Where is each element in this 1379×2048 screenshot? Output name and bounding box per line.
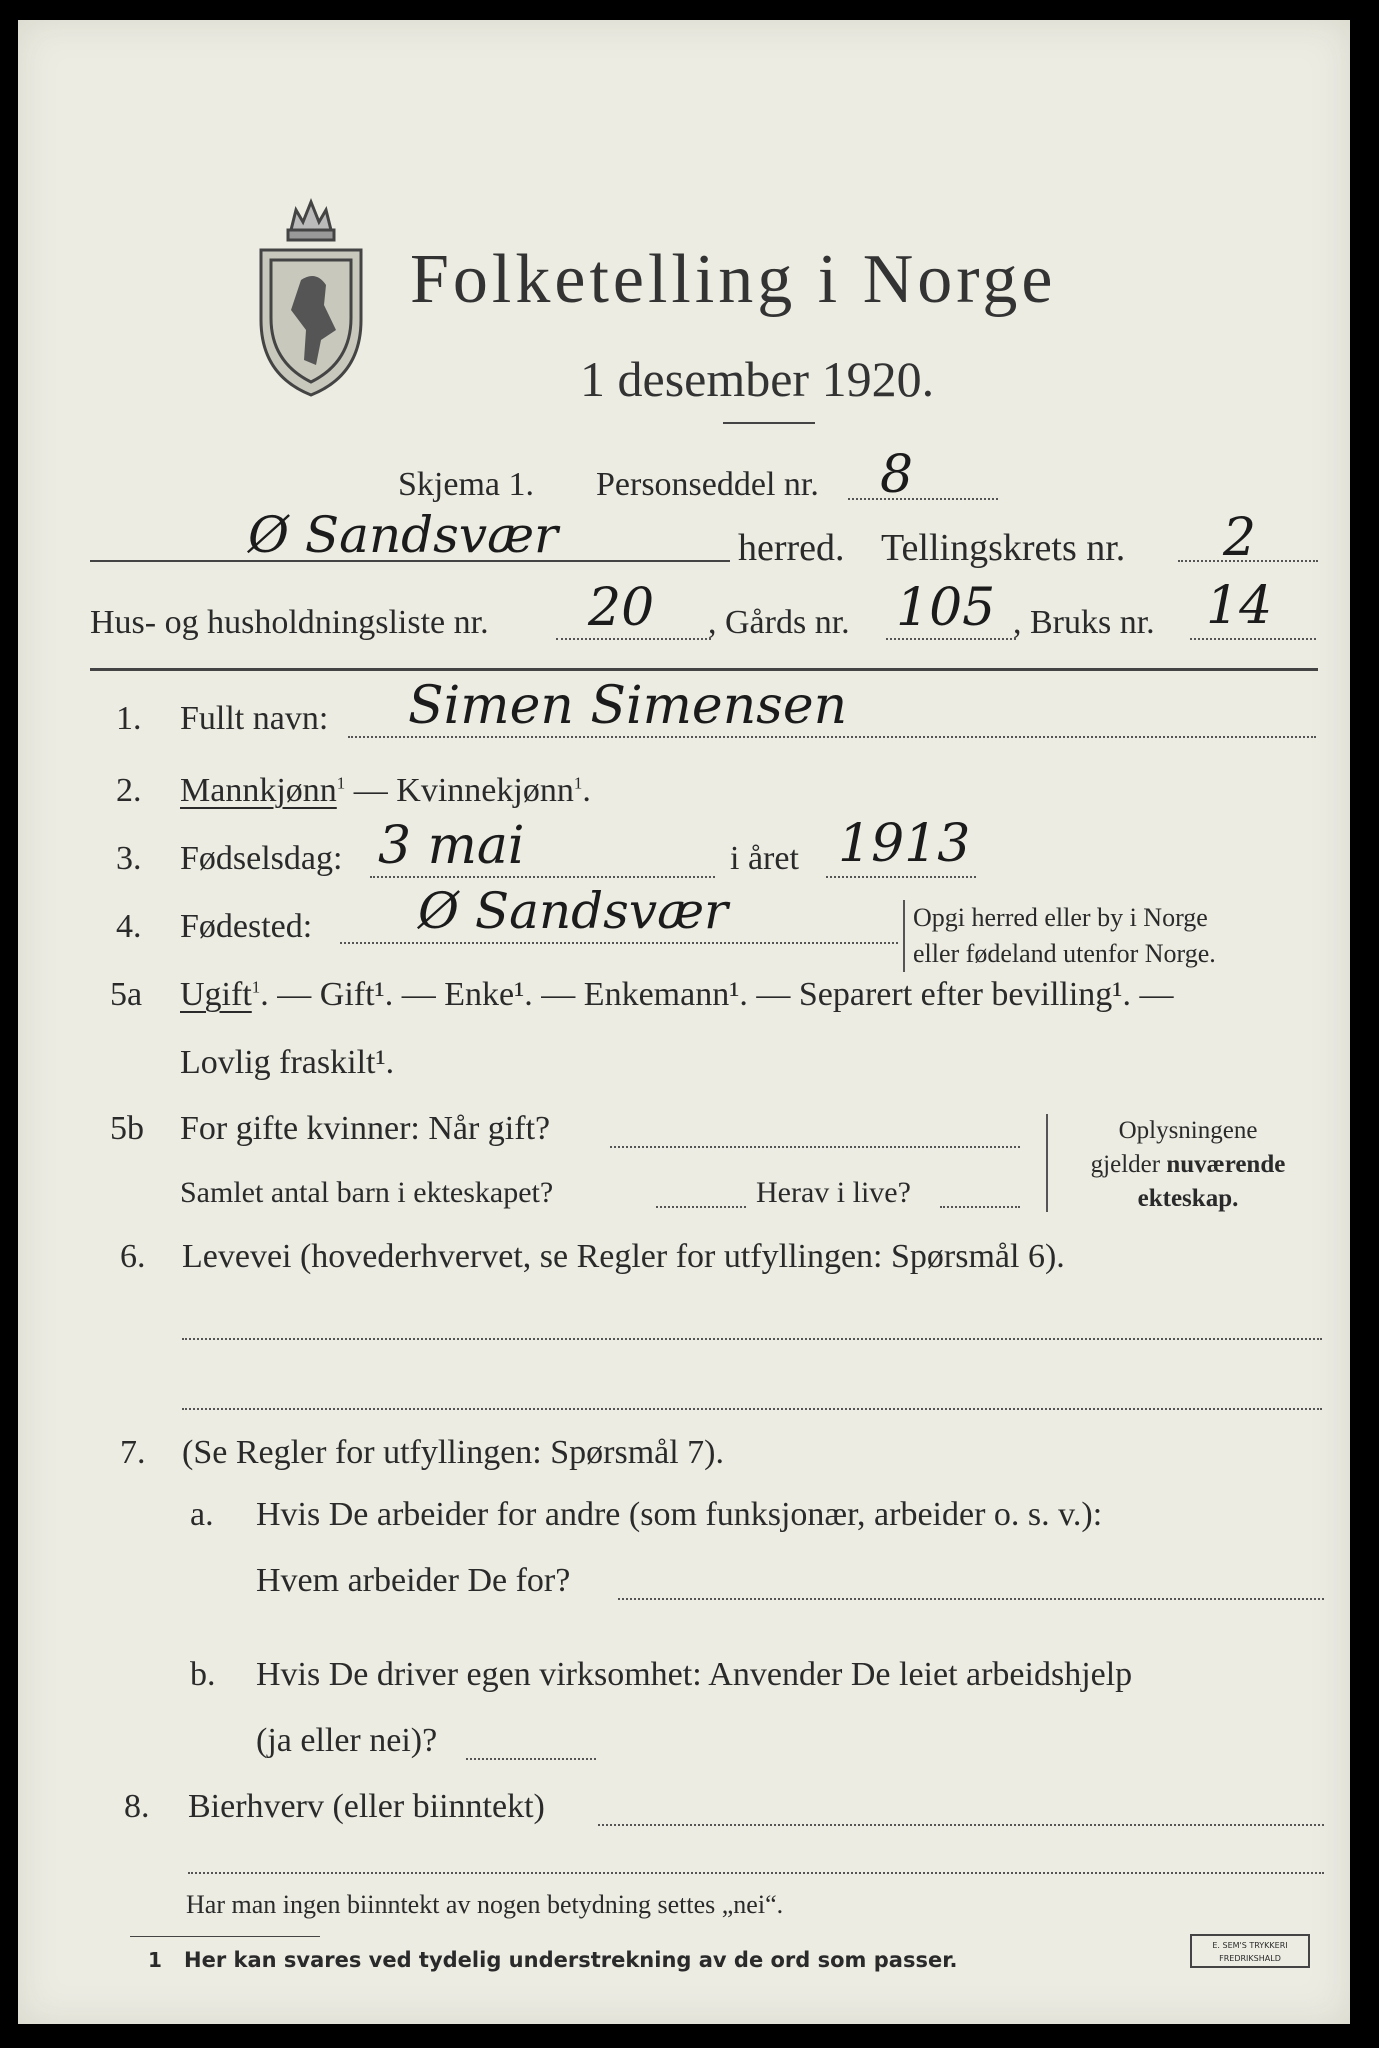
occupation-label: Levevei (hovederhvervet, se Regler for utfyllingen: Spørsmål 6). — [182, 1238, 1065, 1275]
q5b-number: 5b — [110, 1110, 144, 1147]
schema-label: Skjema 1. — [398, 466, 534, 503]
printer-stamp: E. SEM'S TRYKKERI FREDRIKSHALD — [1190, 1934, 1310, 1968]
year-label: i året — [730, 840, 799, 877]
occupation-line-1[interactable] — [182, 1338, 1322, 1340]
option-lovlig-fraskilt[interactable]: Lovlig fraskilt¹. — [180, 1044, 395, 1081]
full-name-label: Fullt navn: — [180, 700, 329, 737]
herred-value[interactable]: Ø Sandsvær — [248, 506, 558, 564]
birth-year-value[interactable]: 1913 — [838, 814, 971, 874]
title-divider — [723, 422, 815, 424]
personseddel-label: Personseddel nr. — [596, 466, 819, 503]
side-income-note: Har man ingen biinntekt av nogen betydning settes „nei“. — [186, 1890, 784, 1919]
footnote-mark: 1 — [148, 1948, 162, 1972]
q7b-number: b. — [190, 1656, 216, 1693]
option-ugift[interactable]: Ugift — [180, 976, 252, 1013]
q1-number: 1. — [116, 700, 142, 737]
birthday-value[interactable]: 3 mai — [378, 816, 525, 876]
option-mannkjonn[interactable]: Mannkjønn — [180, 772, 337, 809]
q7a-number: a. — [190, 1496, 214, 1533]
bruks-label: , Bruks nr. — [1013, 604, 1155, 641]
side-income-line-1[interactable] — [598, 1824, 1324, 1826]
side-income-line-2[interactable] — [188, 1872, 1324, 1874]
side-income-label: Bierhverv (eller biinntekt) — [188, 1788, 545, 1825]
hired-help-line[interactable] — [466, 1758, 596, 1760]
marital-options: Ugift$^1$. — Gift¹. — Enke¹. — Enkemann¹. — Separert efter bevilling¹. — — [180, 976, 1174, 1013]
q7-number: 7. — [120, 1434, 146, 1471]
personseddel-value[interactable]: 8 — [880, 445, 914, 505]
header-divider — [90, 668, 1318, 671]
marriage-note: Oplysningene gjelder nuværende ekteskap. — [1090, 1117, 1286, 1212]
census-date: 1 desember 1920. — [580, 351, 935, 407]
tellingskrets-label: Tellingskrets nr. — [881, 527, 1126, 569]
census-form — [18, 20, 1350, 2024]
bruks-value[interactable]: 14 — [1206, 576, 1273, 636]
birthplace-note: Opgi herred eller by i Norge eller fødeland utenfor Norge. — [903, 900, 1216, 972]
q6-number: 6. — [120, 1238, 146, 1275]
hus-value[interactable]: 20 — [588, 578, 655, 638]
option-kvinnekjonn[interactable]: Kvinnekjønn — [396, 772, 574, 809]
married-when-label: For gifte kvinner: Når gift? — [180, 1110, 551, 1147]
birthday-label: Fødselsdag: — [180, 840, 343, 877]
form-title: Folketelling i Norge — [410, 241, 1057, 318]
employer-label: Hvem arbeider De for? — [256, 1562, 571, 1599]
gards-label: , Gårds nr. — [708, 604, 850, 641]
q7a-text: Hvis De arbeider for andre (som funksjonær, arbeider o. s. v.): — [256, 1496, 1103, 1533]
birthplace-value[interactable]: Ø Sandsvær — [418, 882, 728, 940]
coat-of-arms-icon — [246, 190, 376, 400]
tellingskrets-value[interactable]: 2 — [1223, 508, 1257, 568]
sex-options: Mannkjønn$^1$ — Kvinnekjønn$^1$. — [180, 772, 591, 809]
gards-value[interactable]: 105 — [896, 578, 996, 638]
occupation-line-2[interactable] — [182, 1408, 1322, 1410]
q4-number: 4. — [116, 908, 142, 945]
birthplace-label: Fødested: — [180, 908, 313, 945]
hus-label: Hus- og husholdningsliste nr. — [90, 604, 489, 641]
q2-number: 2. — [116, 772, 142, 809]
q8-number: 8. — [124, 1788, 150, 1825]
herred-label: herred. — [738, 527, 845, 569]
full-name-value[interactable]: Simen Simensen — [408, 676, 848, 736]
q5a-number: 5a — [110, 976, 143, 1013]
hired-help-label: (ja eller nei)? — [256, 1722, 438, 1759]
employer-line[interactable] — [618, 1598, 1324, 1600]
footnote-text: Her kan svares ved tydelig understrekning av de ord som passer. — [184, 1948, 958, 1972]
q3-number: 3. — [116, 840, 142, 877]
q7b-text: Hvis De driver egen virksomhet: Anvender De leiet arbeidshjelp — [256, 1656, 1133, 1693]
alive-label: Herav i live? — [756, 1176, 911, 1209]
q7-label: (Se Regler for utfyllingen: Spørsmål 7). — [182, 1434, 725, 1471]
children-label: Samlet antal barn i ekteskapet? — [180, 1176, 554, 1209]
